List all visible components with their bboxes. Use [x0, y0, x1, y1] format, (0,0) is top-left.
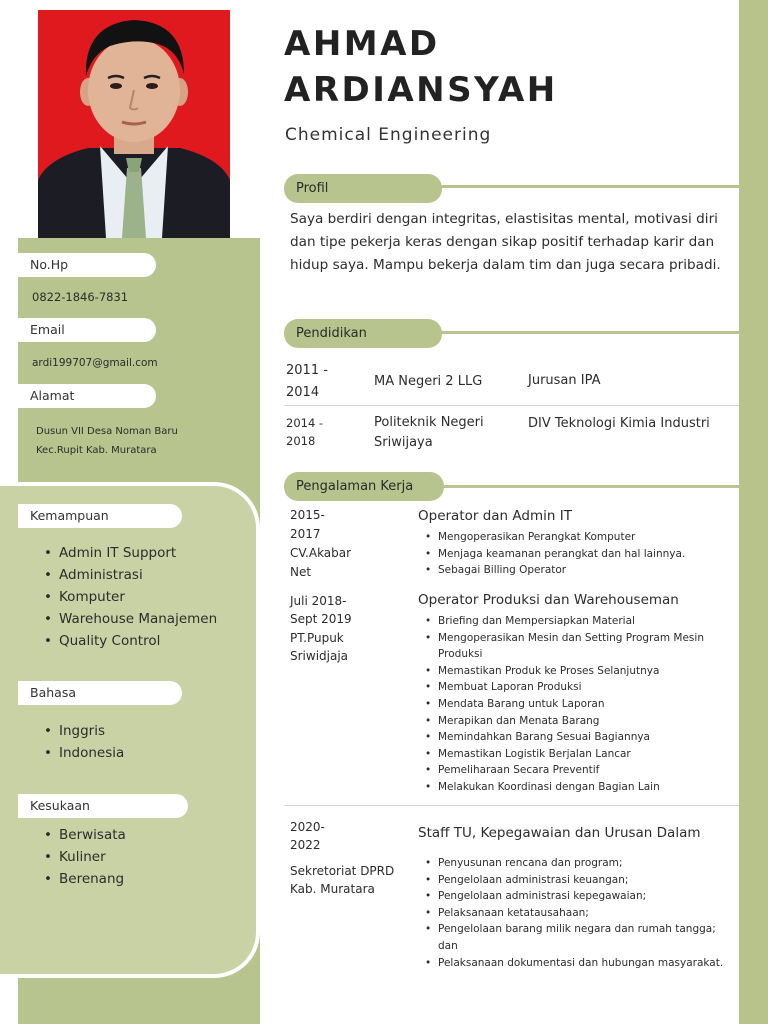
exp-date: 2017: [290, 527, 321, 541]
profile-photo: [38, 10, 230, 238]
edu-divider: [284, 405, 739, 406]
exp-divider: [284, 805, 739, 806]
list-item: • Pelaksanaan dokumentasi dan hubungan masyarakat.: [425, 955, 737, 972]
hobbies-list: [44, 824, 126, 890]
exp-task-list: [425, 529, 737, 579]
job-title: Chemical Engineering: [285, 125, 492, 145]
edu-school: MA Negeri 2 LLG: [374, 374, 483, 389]
edu-year-start: 2011 -: [286, 363, 328, 378]
list-item: • Administrasi: [44, 564, 217, 586]
list-item: • Berenang: [44, 868, 126, 890]
exp-date: 2015-: [290, 508, 325, 522]
exp-company: Kab. Muratara: [290, 882, 375, 896]
name-first: AHMAD: [284, 24, 440, 64]
skills-label: Kemampuan: [18, 504, 182, 528]
list-item: • Memastikan Logistik Berjalan Lancar: [425, 746, 737, 763]
section-divider-line: [430, 185, 739, 188]
list-item: • Komputer: [44, 586, 217, 608]
exp-task-list: [425, 613, 737, 796]
exp-date: 2022: [290, 838, 321, 852]
list-item: • Mengoperasikan Perangkat Komputer: [425, 529, 737, 546]
exp-company: CV.Akabar: [290, 546, 352, 560]
exp-date: Sept 2019: [290, 612, 352, 626]
address-line-2: Kec.Rupit Kab. Muratara: [36, 445, 157, 456]
list-item: • Merapikan dan Menata Barang: [425, 713, 737, 730]
profile-section-label: Profil: [284, 174, 442, 203]
email-label: Email: [18, 318, 156, 342]
list-item: • Pelaksanaan ketatausahaan;: [425, 905, 737, 922]
person-portrait-icon: [38, 10, 230, 238]
list-item: • Mengoperasikan Mesin dan Setting Program Mesin Produksi: [425, 630, 737, 663]
edu-year-end: 2014: [286, 385, 320, 400]
right-decor-stripe: [739, 0, 768, 1024]
list-item: • Membuat Laporan Produksi: [425, 679, 737, 696]
list-item: • Warehouse Manajemen: [44, 608, 217, 630]
education-section-label: Pendidikan: [284, 319, 442, 348]
left-bottom-panel: [18, 978, 260, 1024]
list-item: • Quality Control: [44, 630, 217, 652]
section-divider-line: [430, 331, 739, 334]
profile-text: Saya berdiri dengan integritas, elastisitas mental, motivasi diri dan tipe pekerja keras dengan sikap positif terhadap karir dan hidup saya. Mampu bekerja dalam tim dan juga secara pribadi.: [290, 211, 721, 273]
exp-company: Net: [290, 565, 312, 579]
list-item: • Mendata Barang untuk Laporan: [425, 696, 737, 713]
exp-date: 2020-: [290, 820, 325, 834]
edu-major: DIV Teknologi Kimia Industri: [528, 416, 710, 431]
exp-company: Sriwidjaja: [290, 649, 349, 663]
list-item: • Pengelolaan administrasi keuangan;: [425, 872, 737, 889]
list-item: • Admin IT Support: [44, 542, 217, 564]
list-item: • Inggris: [44, 720, 124, 742]
exp-title: Staff TU, Kepegawaian dan Urusan Dalam: [418, 825, 701, 841]
exp-date: Juli 2018-: [290, 594, 347, 608]
exp-company: Sekretoriat DPRD: [290, 864, 395, 878]
edu-year-start: 2014 -: [286, 416, 324, 430]
name-last: ARDIANSYAH: [284, 70, 558, 110]
exp-task-list: [425, 855, 737, 971]
list-item: • Kuliner: [44, 846, 126, 868]
languages-label: Bahasa: [18, 681, 182, 705]
skills-list: [44, 542, 217, 652]
list-item: • Pengelolaan barang milik negara dan rumah tangga; dan: [425, 921, 737, 954]
edu-year-end: 2018: [286, 434, 316, 448]
phone-label: No.Hp: [18, 253, 156, 277]
experience-section-label: Pengalaman Kerja: [284, 472, 444, 501]
exp-company: PT.Pupuk: [290, 631, 344, 645]
email-value: ardi199707@gmail.com: [32, 357, 158, 369]
list-item: • Pemeliharaan Secara Preventif: [425, 762, 737, 779]
edu-school: Politeknik Negeri: [374, 415, 484, 430]
address-label: Alamat: [18, 384, 156, 408]
list-item: • Melakukan Koordinasi dengan Bagian Lain: [425, 779, 737, 796]
list-item: • Pengelolaan administrasi kepegawaian;: [425, 888, 737, 905]
edu-school-line-2: Sriwijaya: [374, 435, 433, 450]
list-item: • Memastikan Produk ke Proses Selanjutnya: [425, 663, 737, 680]
languages-list: [44, 720, 124, 764]
exp-title: Operator Produksi dan Warehouseman: [418, 592, 679, 608]
list-item: • Sebagai Billing Operator: [425, 562, 737, 579]
hobbies-label: Kesukaan: [18, 794, 188, 818]
list-item: • Briefing dan Mempersiapkan Material: [425, 613, 737, 630]
address-line-1: Dusun VII Desa Noman Baru: [36, 426, 178, 437]
list-item: • Memindahkan Barang Sesuai Bagiannya: [425, 729, 737, 746]
list-item: • Menjaga keamanan perangkat dan hal lainnya.: [425, 546, 737, 563]
list-item: • Berwisata: [44, 824, 126, 846]
phone-value: 0822-1846-7831: [32, 290, 129, 304]
section-divider-line: [430, 485, 739, 488]
list-item: • Indonesia: [44, 742, 124, 764]
edu-major: Jurusan IPA: [528, 373, 601, 388]
exp-title: Operator dan Admin IT: [418, 508, 572, 524]
list-item: • Penyusunan rencana dan program;: [425, 855, 737, 872]
